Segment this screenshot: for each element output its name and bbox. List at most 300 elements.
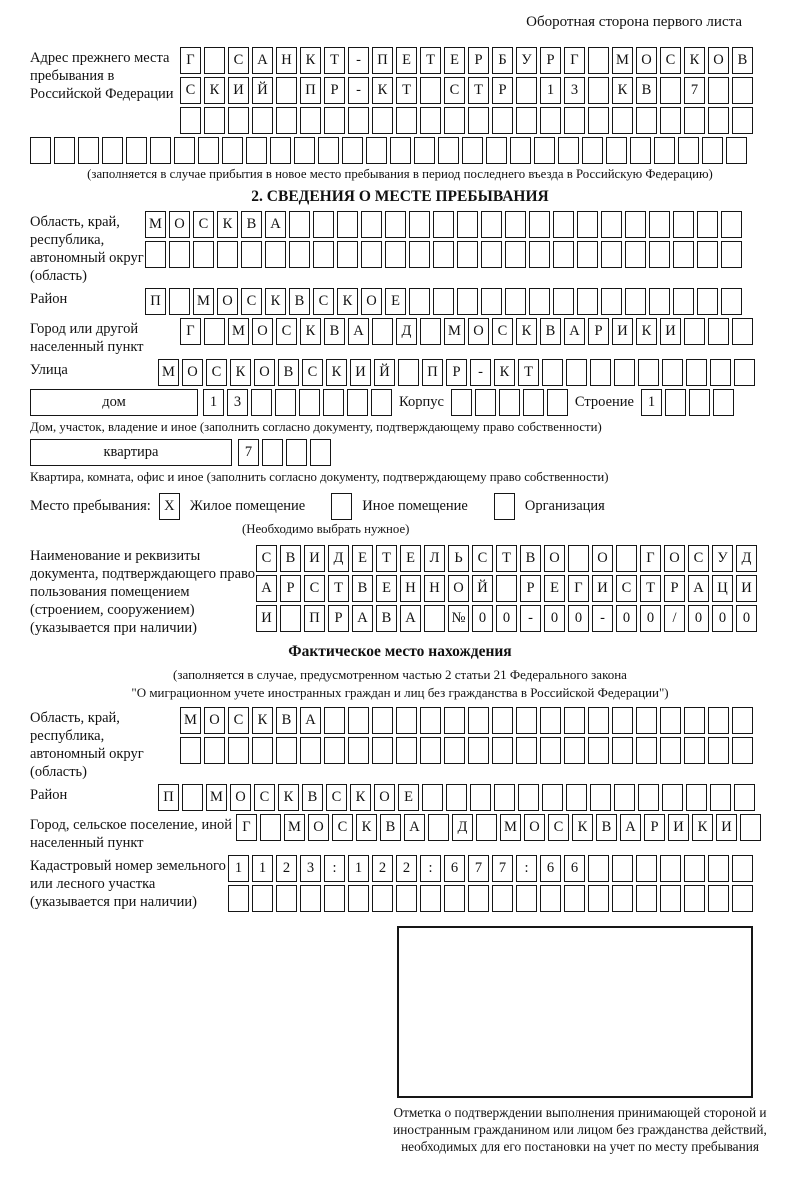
char-cell[interactable]: 2 [372,855,393,882]
char-cell[interactable]: У [712,545,733,572]
char-cell[interactable] [462,137,483,164]
char-cell[interactable]: П [158,784,179,811]
char-cell[interactable]: Е [444,47,465,74]
char-cell[interactable]: В [380,814,401,841]
char-cell[interactable]: Г [236,814,257,841]
char-cell[interactable] [660,885,681,912]
char-cell[interactable] [697,211,718,238]
char-cell[interactable] [169,288,190,315]
char-cell[interactable]: М [500,814,521,841]
char-cell[interactable]: С [444,77,465,104]
char-cell[interactable]: С [660,47,681,74]
char-cell[interactable] [324,707,345,734]
char-cell[interactable] [372,107,393,134]
char-cell[interactable] [390,137,411,164]
char-cell[interactable] [726,137,747,164]
char-cell[interactable] [409,288,430,315]
char-cell[interactable]: К [300,318,321,345]
char-cell[interactable]: Ь [448,545,469,572]
char-cell[interactable] [708,737,729,764]
char-cell[interactable]: С [241,288,262,315]
char-cell[interactable] [228,737,249,764]
char-cell[interactable]: Б [492,47,513,74]
char-cell[interactable]: Р [540,47,561,74]
char-cell[interactable] [697,241,718,268]
char-cell[interactable]: Г [568,575,589,602]
char-cell[interactable] [481,241,502,268]
kvartira-type-box[interactable]: квартира [30,439,232,466]
char-cell[interactable] [505,211,526,238]
char-cell[interactable] [505,288,526,315]
char-cell[interactable]: М [228,318,249,345]
char-cell[interactable] [516,737,537,764]
char-cell[interactable]: К [337,288,358,315]
char-cell[interactable]: / [664,605,685,632]
char-cell[interactable]: О [204,707,225,734]
char-cell[interactable]: Й [252,77,273,104]
char-cell[interactable] [348,107,369,134]
char-cell[interactable]: И [736,575,757,602]
char-cell[interactable]: В [278,359,299,386]
char-cell[interactable]: Г [564,47,585,74]
char-cell[interactable]: И [716,814,737,841]
char-cell[interactable]: Р [588,318,609,345]
char-cell[interactable]: 0 [688,605,709,632]
char-cell[interactable] [625,288,646,315]
char-cell[interactable] [252,107,273,134]
char-cell[interactable] [553,211,574,238]
char-cell[interactable] [324,885,345,912]
char-cell[interactable] [396,707,417,734]
char-cell[interactable]: К [326,359,347,386]
char-cell[interactable] [371,389,392,416]
char-cell[interactable] [612,707,633,734]
char-cell[interactable]: - [348,77,369,104]
char-cell[interactable] [660,707,681,734]
char-cell[interactable] [713,389,734,416]
char-cell[interactable] [588,855,609,882]
char-cell[interactable] [150,137,171,164]
char-cell[interactable] [54,137,75,164]
char-cell[interactable] [348,707,369,734]
char-cell[interactable] [516,707,537,734]
char-cell[interactable]: С [228,47,249,74]
char-cell[interactable] [422,784,443,811]
char-cell[interactable] [732,737,753,764]
char-cell[interactable]: О [544,545,565,572]
char-cell[interactable] [276,885,297,912]
char-cell[interactable] [476,814,497,841]
char-cell[interactable] [516,107,537,134]
char-cell[interactable] [217,241,238,268]
checkbox-inoe-pomeshchenie[interactable] [331,493,352,520]
char-cell[interactable]: С [332,814,353,841]
char-cell[interactable] [686,359,707,386]
char-cell[interactable] [564,707,585,734]
char-cell[interactable] [499,389,520,416]
char-cell[interactable] [529,241,550,268]
char-cell[interactable]: И [256,605,277,632]
char-cell[interactable]: 0 [496,605,517,632]
char-cell[interactable] [492,707,513,734]
char-cell[interactable] [289,241,310,268]
char-cell[interactable] [492,107,513,134]
char-cell[interactable]: С [616,575,637,602]
char-cell[interactable]: С [228,707,249,734]
char-cell[interactable] [420,77,441,104]
char-cell[interactable] [588,707,609,734]
char-cell[interactable]: В [352,575,373,602]
char-cell[interactable] [734,784,755,811]
char-cell[interactable]: О [308,814,329,841]
char-cell[interactable]: О [636,47,657,74]
char-cell[interactable]: Т [376,545,397,572]
char-cell[interactable] [300,737,321,764]
char-cell[interactable]: К [612,77,633,104]
char-cell[interactable] [708,107,729,134]
char-cell[interactable]: К [372,77,393,104]
char-cell[interactable] [204,737,225,764]
char-cell[interactable] [270,137,291,164]
char-cell[interactable] [662,784,683,811]
char-cell[interactable]: 1 [203,389,224,416]
char-cell[interactable] [625,211,646,238]
char-cell[interactable]: Т [324,47,345,74]
char-cell[interactable] [577,288,598,315]
char-cell[interactable]: 0 [712,605,733,632]
char-cell[interactable]: 2 [396,855,417,882]
char-cell[interactable]: - [470,359,491,386]
char-cell[interactable]: М [284,814,305,841]
char-cell[interactable] [420,707,441,734]
char-cell[interactable] [523,389,544,416]
char-cell[interactable]: И [228,77,249,104]
char-cell[interactable] [732,885,753,912]
char-cell[interactable] [409,211,430,238]
char-cell[interactable]: В [376,605,397,632]
char-cell[interactable] [444,885,465,912]
char-cell[interactable]: 7 [468,855,489,882]
char-cell[interactable] [564,107,585,134]
char-cell[interactable] [193,241,214,268]
char-cell[interactable]: В [289,288,310,315]
char-cell[interactable]: 3 [227,389,248,416]
char-cell[interactable]: К [217,211,238,238]
char-cell[interactable]: А [252,47,273,74]
char-cell[interactable]: Е [352,545,373,572]
char-cell[interactable] [446,784,467,811]
char-cell[interactable]: Т [396,77,417,104]
char-cell[interactable]: : [324,855,345,882]
char-cell[interactable] [457,241,478,268]
char-cell[interactable] [444,707,465,734]
char-cell[interactable] [30,137,51,164]
char-cell[interactable]: 0 [568,605,589,632]
char-cell[interactable]: С [472,545,493,572]
char-cell[interactable] [662,359,683,386]
char-cell[interactable] [542,359,563,386]
char-cell[interactable]: 6 [564,855,585,882]
char-cell[interactable] [366,137,387,164]
char-cell[interactable] [347,389,368,416]
char-cell[interactable] [372,707,393,734]
char-cell[interactable] [649,288,670,315]
char-cell[interactable] [625,241,646,268]
char-cell[interactable]: П [372,47,393,74]
char-cell[interactable] [457,288,478,315]
char-cell[interactable] [372,318,393,345]
char-cell[interactable] [601,241,622,268]
char-cell[interactable]: М [145,211,166,238]
char-cell[interactable]: К [204,77,225,104]
char-cell[interactable]: Е [544,575,565,602]
char-cell[interactable] [126,137,147,164]
char-cell[interactable] [324,737,345,764]
char-cell[interactable] [564,737,585,764]
char-cell[interactable]: 3 [300,855,321,882]
char-cell[interactable] [684,737,705,764]
char-cell[interactable] [433,241,454,268]
char-cell[interactable] [553,288,574,315]
char-cell[interactable] [689,389,710,416]
char-cell[interactable] [228,107,249,134]
char-cell[interactable]: О [468,318,489,345]
char-cell[interactable] [420,107,441,134]
char-cell[interactable]: К [494,359,515,386]
char-cell[interactable]: Р [324,77,345,104]
char-cell[interactable] [438,137,459,164]
char-cell[interactable]: М [193,288,214,315]
char-cell[interactable] [280,605,301,632]
char-cell[interactable]: В [520,545,541,572]
char-cell[interactable] [262,439,283,466]
char-cell[interactable]: А [352,605,373,632]
char-cell[interactable]: Ц [712,575,733,602]
char-cell[interactable] [732,855,753,882]
char-cell[interactable] [529,288,550,315]
char-cell[interactable]: В [596,814,617,841]
char-cell[interactable] [78,137,99,164]
char-cell[interactable] [616,545,637,572]
char-cell[interactable] [612,107,633,134]
char-cell[interactable] [542,784,563,811]
char-cell[interactable] [174,137,195,164]
char-cell[interactable] [612,737,633,764]
char-cell[interactable]: Р [328,605,349,632]
char-cell[interactable] [721,288,742,315]
char-cell[interactable]: Р [280,575,301,602]
char-cell[interactable]: К [636,318,657,345]
char-cell[interactable] [428,814,449,841]
char-cell[interactable] [678,137,699,164]
char-cell[interactable] [252,737,273,764]
char-cell[interactable]: - [348,47,369,74]
char-cell[interactable] [649,211,670,238]
char-cell[interactable]: О [664,545,685,572]
char-cell[interactable]: Д [452,814,473,841]
char-cell[interactable] [614,359,635,386]
char-cell[interactable] [636,707,657,734]
char-cell[interactable] [182,784,203,811]
char-cell[interactable]: П [145,288,166,315]
char-cell[interactable]: М [444,318,465,345]
char-cell[interactable]: Г [180,47,201,74]
char-cell[interactable] [630,137,651,164]
char-cell[interactable]: У [516,47,537,74]
char-cell[interactable]: О [361,288,382,315]
char-cell[interactable]: О [592,545,613,572]
char-cell[interactable] [673,241,694,268]
char-cell[interactable] [468,707,489,734]
char-cell[interactable] [510,137,531,164]
char-cell[interactable]: В [636,77,657,104]
char-cell[interactable]: М [180,707,201,734]
char-cell[interactable] [588,107,609,134]
char-cell[interactable]: Т [518,359,539,386]
char-cell[interactable] [516,77,537,104]
char-cell[interactable]: В [276,707,297,734]
char-cell[interactable] [577,241,598,268]
char-cell[interactable]: О [252,318,273,345]
char-cell[interactable] [468,107,489,134]
char-cell[interactable] [582,137,603,164]
char-cell[interactable] [361,241,382,268]
char-cell[interactable] [577,211,598,238]
char-cell[interactable] [289,211,310,238]
char-cell[interactable]: И [350,359,371,386]
char-cell[interactable] [470,784,491,811]
char-cell[interactable] [588,47,609,74]
char-cell[interactable] [708,885,729,912]
char-cell[interactable] [673,288,694,315]
char-cell[interactable] [444,737,465,764]
char-cell[interactable] [529,211,550,238]
char-cell[interactable] [265,241,286,268]
char-cell[interactable] [420,318,441,345]
char-cell[interactable]: 3 [564,77,585,104]
char-cell[interactable]: 6 [444,855,465,882]
char-cell[interactable]: С [206,359,227,386]
char-cell[interactable] [372,737,393,764]
char-cell[interactable]: Н [400,575,421,602]
char-cell[interactable] [246,137,267,164]
char-cell[interactable]: Т [496,545,517,572]
char-cell[interactable]: 7 [684,77,705,104]
char-cell[interactable]: 0 [616,605,637,632]
char-cell[interactable]: - [520,605,541,632]
char-cell[interactable]: Р [664,575,685,602]
char-cell[interactable] [540,885,561,912]
char-cell[interactable] [684,107,705,134]
char-cell[interactable] [540,107,561,134]
char-cell[interactable]: : [516,855,537,882]
char-cell[interactable] [697,288,718,315]
char-cell[interactable]: Е [400,545,421,572]
char-cell[interactable] [300,107,321,134]
char-cell[interactable]: К [300,47,321,74]
char-cell[interactable] [102,137,123,164]
char-cell[interactable]: 6 [540,855,561,882]
char-cell[interactable]: С [313,288,334,315]
char-cell[interactable] [710,359,731,386]
char-cell[interactable]: А [300,707,321,734]
char-cell[interactable] [409,241,430,268]
char-cell[interactable] [180,737,201,764]
char-cell[interactable]: М [612,47,633,74]
char-cell[interactable] [673,211,694,238]
char-cell[interactable]: К [230,359,251,386]
char-cell[interactable]: И [304,545,325,572]
char-cell[interactable]: Р [468,47,489,74]
char-cell[interactable]: К [265,288,286,315]
char-cell[interactable] [601,288,622,315]
char-cell[interactable]: В [732,47,753,74]
char-cell[interactable] [649,241,670,268]
char-cell[interactable] [444,107,465,134]
char-cell[interactable]: А [564,318,585,345]
char-cell[interactable] [636,737,657,764]
char-cell[interactable]: Й [472,575,493,602]
char-cell[interactable] [361,211,382,238]
char-cell[interactable] [228,885,249,912]
char-cell[interactable] [568,545,589,572]
char-cell[interactable]: 1 [540,77,561,104]
char-cell[interactable] [222,137,243,164]
char-cell[interactable] [732,318,753,345]
char-cell[interactable]: А [688,575,709,602]
char-cell[interactable]: К [350,784,371,811]
char-cell[interactable]: В [302,784,323,811]
char-cell[interactable]: А [404,814,425,841]
char-cell[interactable] [348,737,369,764]
char-cell[interactable] [638,784,659,811]
char-cell[interactable]: Н [424,575,445,602]
char-cell[interactable] [324,107,345,134]
char-cell[interactable] [686,784,707,811]
char-cell[interactable]: С [256,545,277,572]
char-cell[interactable] [396,107,417,134]
char-cell[interactable] [665,389,686,416]
char-cell[interactable]: Е [398,784,419,811]
char-cell[interactable] [457,211,478,238]
char-cell[interactable]: В [241,211,262,238]
char-cell[interactable] [251,389,272,416]
char-cell[interactable]: Т [328,575,349,602]
char-cell[interactable]: П [300,77,321,104]
char-cell[interactable] [684,318,705,345]
checkbox-organizatsiya[interactable] [494,493,515,520]
char-cell[interactable] [424,605,445,632]
char-cell[interactable]: 1 [641,389,662,416]
char-cell[interactable]: С [492,318,513,345]
char-cell[interactable] [588,77,609,104]
char-cell[interactable]: А [400,605,421,632]
char-cell[interactable]: Р [520,575,541,602]
char-cell[interactable] [553,241,574,268]
char-cell[interactable] [260,814,281,841]
char-cell[interactable] [348,885,369,912]
char-cell[interactable]: О [374,784,395,811]
char-cell[interactable]: К [516,318,537,345]
char-cell[interactable] [734,359,755,386]
char-cell[interactable] [732,107,753,134]
char-cell[interactable] [660,107,681,134]
char-cell[interactable] [276,107,297,134]
char-cell[interactable] [654,137,675,164]
char-cell[interactable]: С [688,545,709,572]
char-cell[interactable] [614,784,635,811]
char-cell[interactable] [636,855,657,882]
